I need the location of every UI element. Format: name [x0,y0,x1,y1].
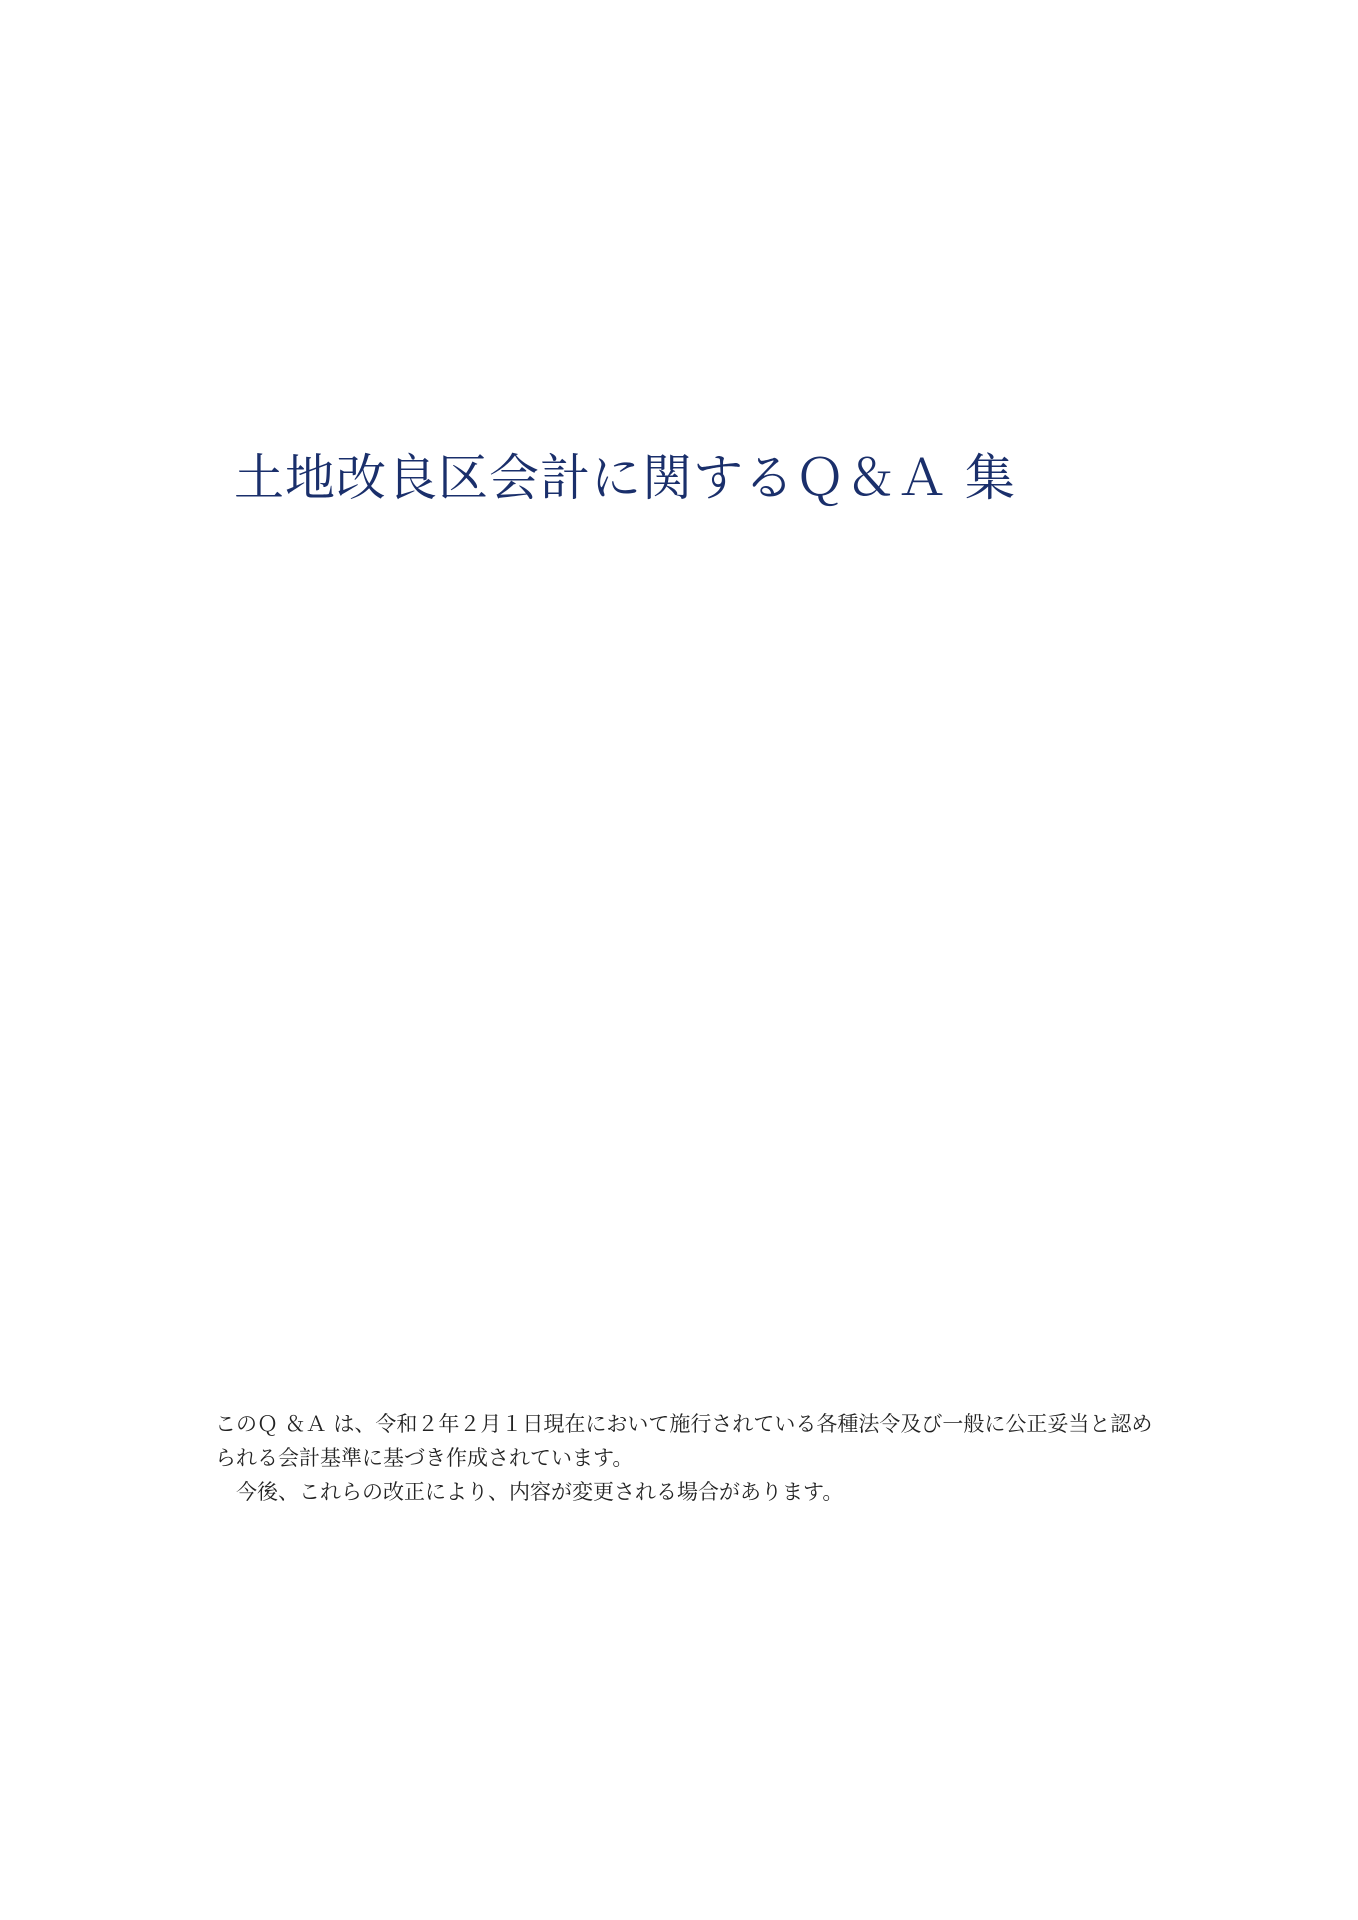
notice-line-2: られる会計基準に基づき作成されています。 [215,1446,634,1470]
document-title: 土地改良区会計に関するＱ＆Ａ 集 [234,449,1016,507]
notice-line-3: 今後、これらの改正により、内容が変更される場合があります。 [236,1480,844,1504]
notice-line-1: このＱ ＆Ａ は、令和２年２月１日現在において施行されている各種法令及び一般に公正妥当と認め [215,1412,1153,1436]
notice-paragraph [215,1407,1175,1509]
